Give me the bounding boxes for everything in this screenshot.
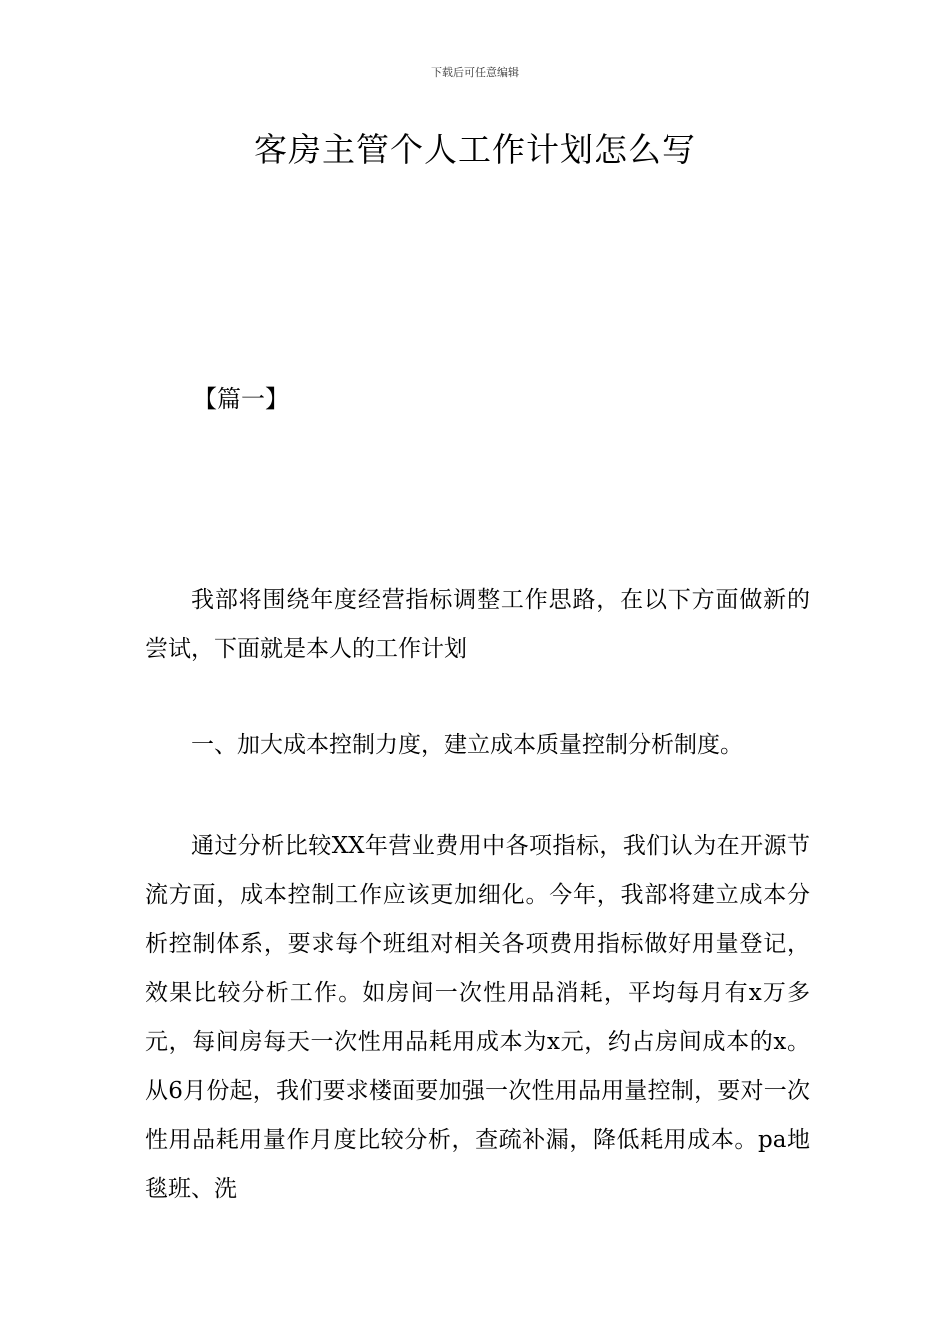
- section-label: 【篇一】: [193, 385, 289, 413]
- paragraph-heading-one: 一、加大成本控制力度，建立成本质量控制分析制度。: [191, 732, 743, 758]
- document-title: 客房主管个人工作计划怎么写: [254, 130, 696, 169]
- header-note: 下载后可任意编辑: [431, 66, 519, 79]
- paragraph-intro: 我部将围绕年度经营指标调整工作思路，在以下方面做新的尝试，下面就是本人的工作计划: [145, 587, 810, 662]
- paragraph-body: 通过分析比较XX年营业费用中各项指标，我们认为在开源节流方面，成本控制工作应该更加细化。今年，我部将建立成本分析控制体系，要求每个班组对相关各项费用指标做好用量登记，效果比较分析工作。如房间一次性用品消耗，平均每月有x万多元，每间房每天一次性用品耗用成本为x元，约占房间成本的x。从6月份起，我们要求楼面要加强一次性用品用量控制，要对一次性用品耗用量作月度比较分析，查疏补漏，降低耗用成本。pa地毯班、洗: [145, 833, 810, 1202]
